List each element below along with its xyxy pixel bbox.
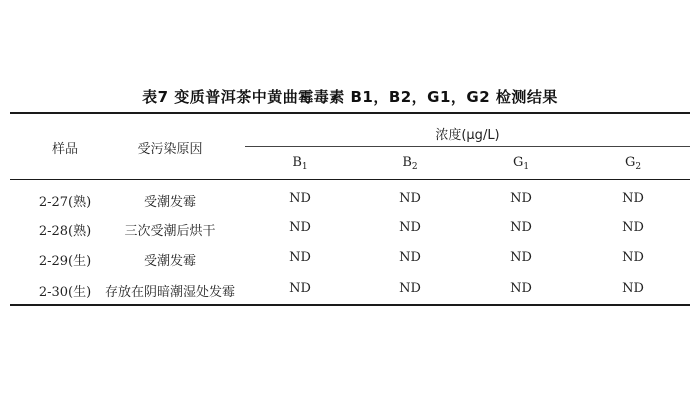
row-2-b1: ND (289, 220, 311, 235)
row-1-g1: ND (510, 191, 532, 206)
row-1-cause: 受潮发霉 (143, 195, 196, 210)
header-b2: $B_2$ (402, 155, 418, 172)
row-4-b2: ND (399, 281, 421, 296)
row-3-b1: ND (289, 250, 311, 265)
table-caption: 表7 变质普洱茶中黄曲霉毒素 B1，B2，G1，G2 检测结果 (142, 88, 558, 106)
row-4-b1: ND (289, 281, 311, 296)
header-sample: 样品 (51, 142, 78, 157)
row-2-sample: 2-28(熟) (38, 224, 92, 239)
top-rule (10, 112, 690, 114)
row-3-sample: 2-29(生) (38, 254, 92, 269)
header-b1: $B_1$ (292, 155, 308, 172)
row-4-g2: ND (622, 281, 644, 296)
header-g2: $G_2$ (624, 155, 642, 172)
header-concentration: 浓度(μg/L) (435, 128, 500, 143)
row-1-b2: ND (399, 191, 421, 206)
header-g1: $G_1$ (512, 155, 530, 172)
row-4-sample: 2-30(生) (38, 285, 92, 300)
row-4-cause: 存放在阴暗潮湿处发霉 (104, 285, 235, 300)
row-3-b2: ND (399, 250, 421, 265)
header-bottom-rule (10, 179, 690, 180)
row-3-cause: 受潮发霉 (143, 254, 196, 269)
row-2-g2: ND (622, 220, 644, 235)
row-1-b1: ND (289, 191, 311, 206)
row-3-g2: ND (622, 250, 644, 265)
subheader-rule (245, 146, 690, 147)
row-2-g1: ND (510, 220, 532, 235)
bottom-rule (10, 304, 690, 306)
row-1-sample: 2-27(熟) (38, 195, 92, 210)
row-2-cause: 三次受潮后烘干 (124, 224, 216, 239)
row-3-g1: ND (510, 250, 532, 265)
header-cause: 受污染原因 (137, 142, 203, 157)
row-2-b2: ND (399, 220, 421, 235)
row-1-g2: ND (622, 191, 644, 206)
row-4-g1: ND (510, 281, 532, 296)
